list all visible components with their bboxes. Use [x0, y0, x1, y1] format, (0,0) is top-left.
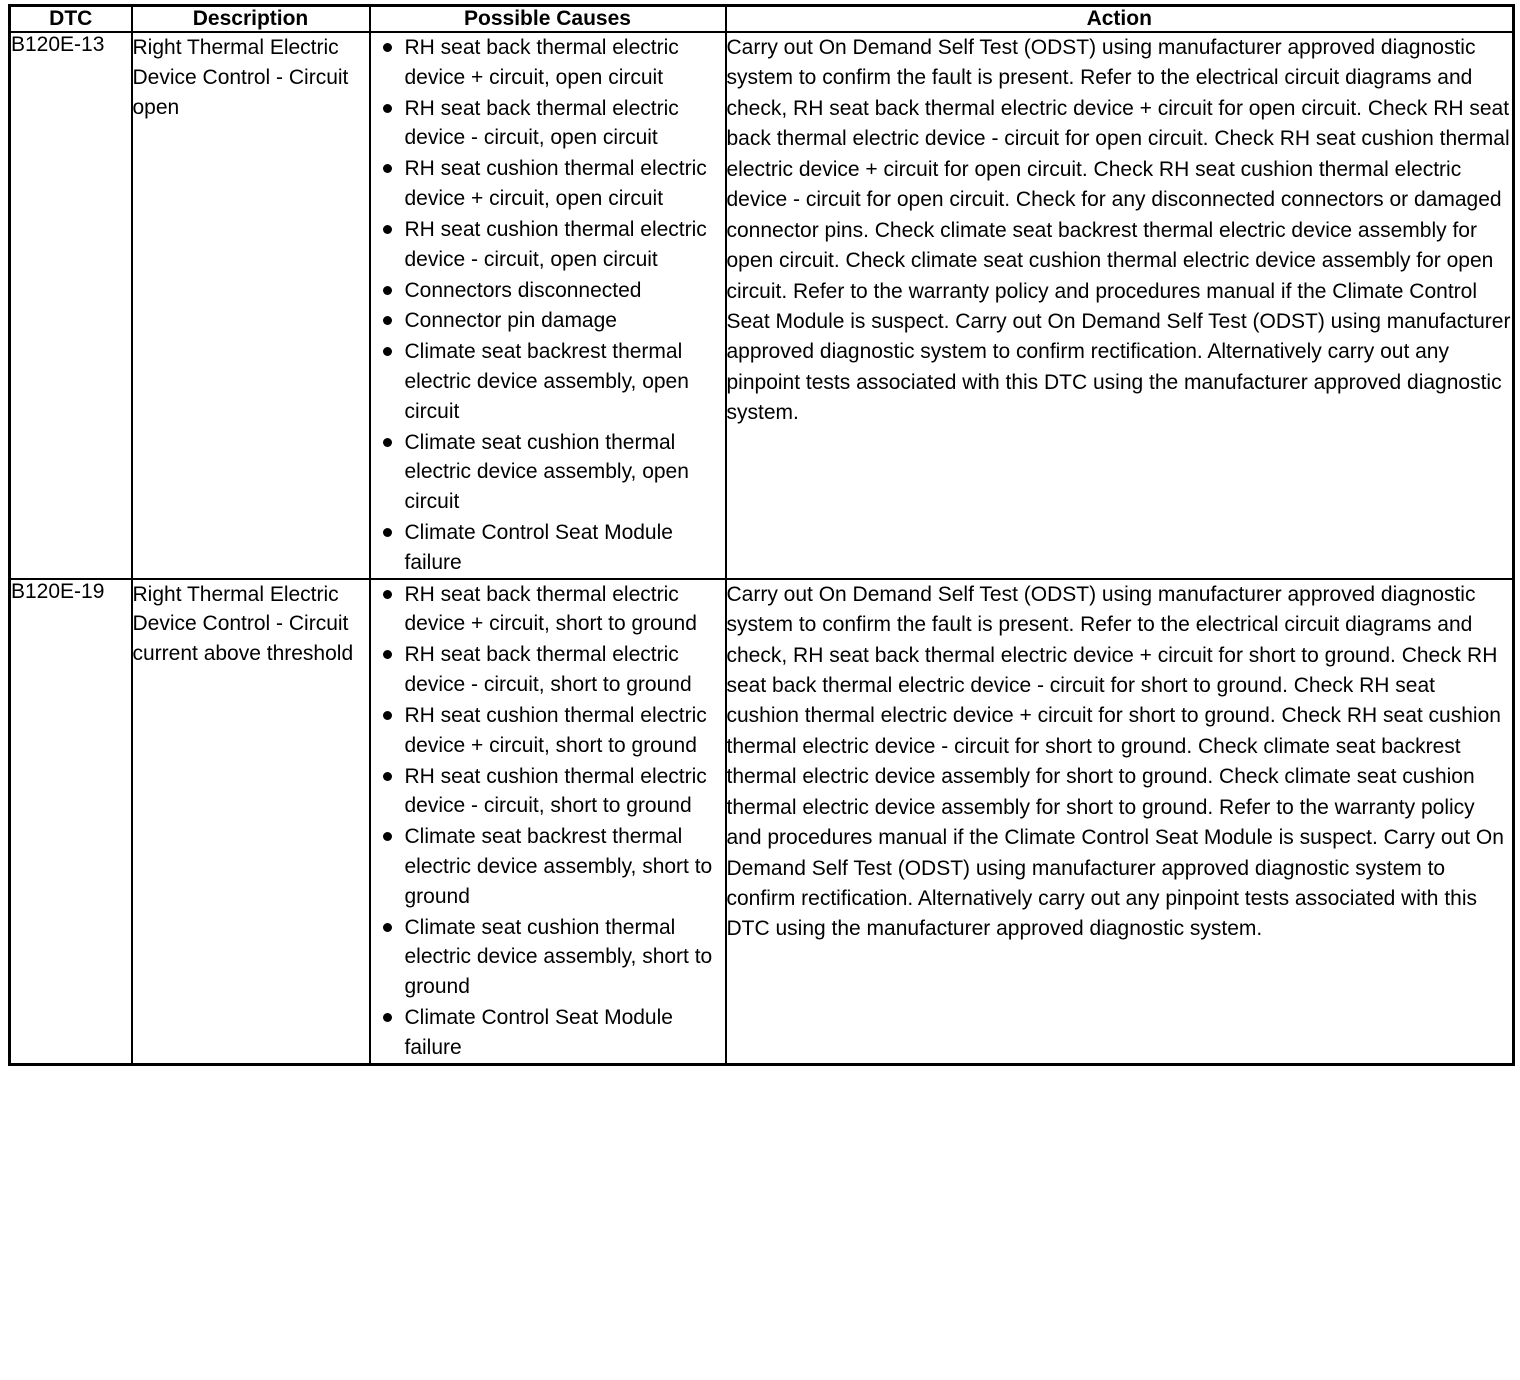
column-header-action: Action [726, 6, 1514, 33]
header-row [10, 6, 1514, 33]
cause-text: Climate seat cushion thermal electric device assembly, open circuit [404, 430, 689, 514]
cause-text: Climate Control Seat Module failure [404, 1006, 673, 1059]
bullet-icon [383, 316, 392, 325]
list-item [371, 306, 725, 336]
dtc-description: Right Thermal Electric Device Control - Circuit current above threshold [132, 579, 370, 1065]
dtc-description: Right Thermal Electric Device Control - Circuit open [132, 32, 370, 579]
list-item [371, 822, 725, 911]
table-row [10, 32, 1514, 579]
list-item [371, 580, 725, 640]
cause-text: RH seat cushion thermal electric device + circuit, short to ground [404, 703, 707, 757]
cause-text: RH seat back thermal electric device - circuit, open circuit [404, 96, 679, 150]
cause-text: Climate seat backrest thermal electric device assembly, open circuit [404, 340, 689, 423]
cause-text: RH seat cushion thermal electric device - circuit, short to ground [404, 764, 707, 818]
cause-text: Climate Control Seat Module failure [404, 521, 673, 574]
bullet-icon [383, 1013, 392, 1022]
list-item [371, 94, 725, 154]
action-text: Carry out On Demand Self Test (ODST) using manufacturer approved diagnostic system to confirm the fault is present. Refer to the electrical circuit diagrams and check, RH seat back thermal electric device + circuit for short to ground. Check RH seat back thermal electric device - circuit for short to ground. Check RH seat cushion thermal electric device + circuit for short to ground. Check RH seat cushion thermal electric device - circuit for short to ground. Check climate seat backrest thermal electric device assembly for short to ground. Check climate seat cushion thermal electric device assembly for short to ground. Refer to the warranty policy and procedures manual if the Climate Control Seat Module is suspect. Carry out On Demand Self Test (ODST) using manufacturer approved diagnostic system to confirm rectification. Alternatively carry out any pinpoint tests associated with this DTC using the manufacturer approved diagnostic system. [726, 579, 1514, 1065]
list-item [371, 276, 725, 306]
bullet-icon [383, 711, 392, 720]
list-item [371, 337, 725, 426]
list-item [371, 215, 725, 275]
bullet-icon [383, 164, 392, 173]
list-item [371, 154, 725, 214]
bullet-icon [383, 286, 392, 295]
dtc-code: B120E-19 [10, 579, 132, 1065]
bullet-icon [383, 590, 392, 599]
table-header [10, 6, 1514, 33]
cause-text: RH seat back thermal electric device - circuit, short to ground [404, 643, 692, 697]
cause-text: Connector pin damage [404, 309, 617, 333]
list-item [371, 1003, 725, 1063]
bullet-icon [383, 528, 392, 537]
bullet-icon [383, 43, 392, 52]
bullet-icon [383, 225, 392, 234]
column-header-possible-causes: Possible Causes [370, 6, 726, 33]
bullet-icon [383, 772, 392, 781]
list-item [371, 518, 725, 578]
column-header-description: Description [132, 6, 370, 33]
table-row [10, 579, 1514, 1065]
bullet-icon [383, 347, 392, 356]
list-item [371, 428, 725, 517]
column-header-dtc: DTC [10, 6, 132, 33]
table-body [10, 32, 1514, 1064]
cause-text: RH seat cushion thermal electric device + circuit, open circuit [404, 157, 707, 211]
bullet-icon [383, 438, 392, 447]
list-item [371, 33, 725, 93]
cause-text: Climate seat cushion thermal electric device assembly, short to ground [404, 915, 713, 999]
bullet-icon [383, 104, 392, 113]
bullet-icon [383, 923, 392, 932]
bullet-icon [383, 650, 392, 659]
action-text: Carry out On Demand Self Test (ODST) using manufacturer approved diagnostic system to confirm the fault is present. Refer to the electrical circuit diagrams and check, RH seat back thermal electric device + circuit for open circuit. Check RH seat back thermal electric device - circuit for open circuit. Check RH seat cushion thermal electric device + circuit for open circuit. Check RH seat cushion thermal electric device - circuit for open circuit. Check for any disconnected connectors or damaged connector pins. Check climate seat backrest thermal electric device assembly for open circuit. Check climate seat cushion thermal electric device assembly for open circuit. Refer to the warranty policy and procedures manual if the Climate Control Seat Module is suspect. Carry out On Demand Self Test (ODST) using manufacturer approved diagnostic system to confirm rectification. Alternatively carry out any pinpoint tests associated with this DTC using the manufacturer approved diagnostic system. [726, 32, 1514, 579]
dtc-diagnostic-table [8, 4, 1515, 1066]
possible-causes-list [371, 580, 725, 1063]
bullet-icon [383, 832, 392, 841]
possible-causes-cell [370, 32, 726, 579]
cause-text: Climate seat backrest thermal electric device assembly, short to ground [404, 825, 713, 908]
list-item [371, 913, 725, 1002]
cause-text: RH seat back thermal electric device + circuit, short to ground [404, 582, 697, 636]
list-item [371, 640, 725, 700]
cause-text: RH seat back thermal electric device + circuit, open circuit [404, 36, 679, 89]
cause-text: Connectors disconnected [404, 278, 642, 302]
list-item [371, 762, 725, 822]
possible-causes-cell [370, 579, 726, 1065]
list-item [371, 701, 725, 761]
cause-text: RH seat cushion thermal electric device - circuit, open circuit [404, 217, 707, 271]
dtc-code: B120E-13 [10, 32, 132, 579]
possible-causes-list [371, 33, 725, 578]
